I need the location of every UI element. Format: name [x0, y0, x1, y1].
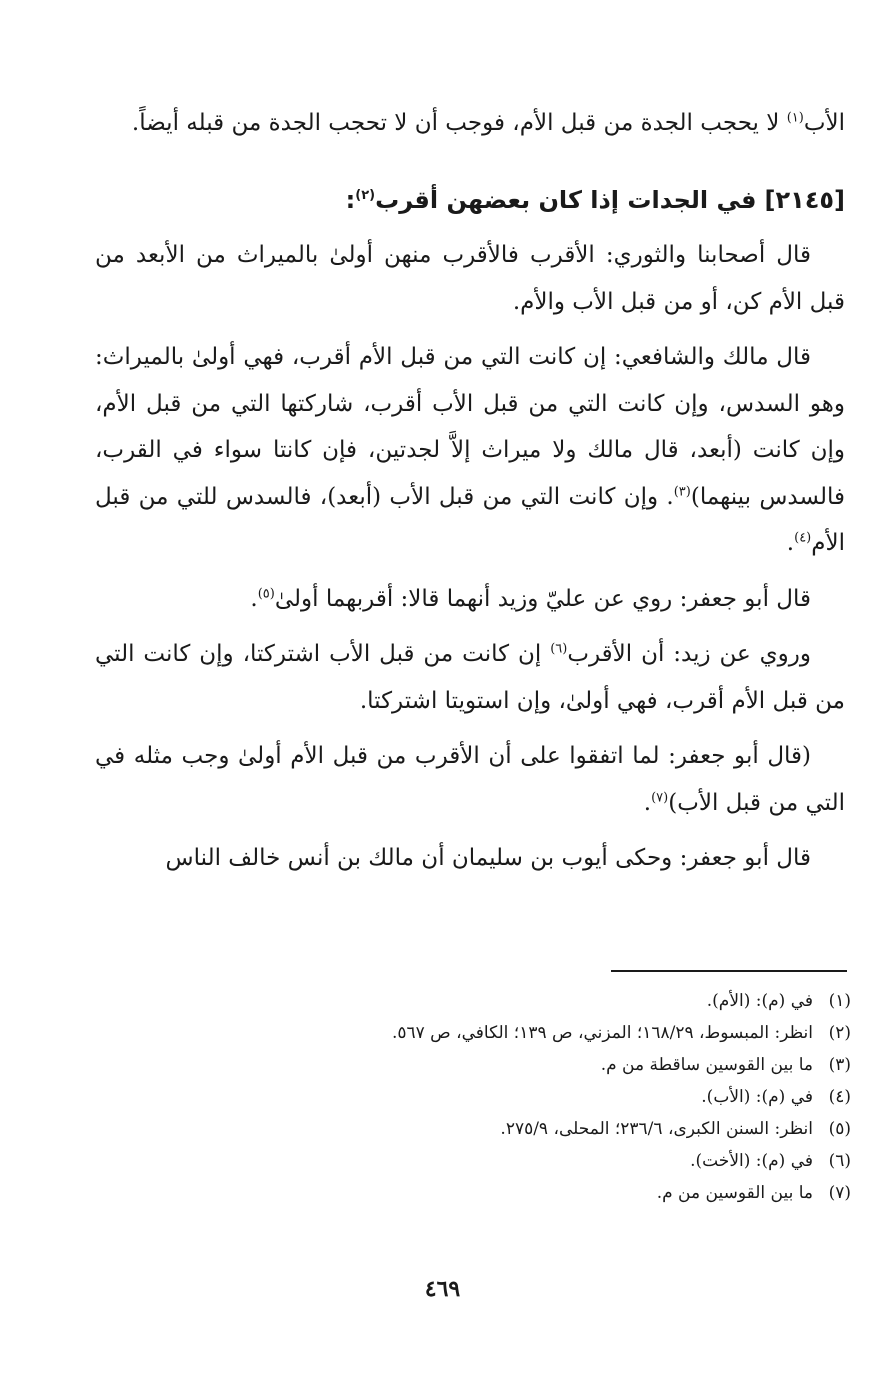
main-text	[95, 100, 845, 891]
footnote-item	[81, 985, 851, 1017]
footnote-number: (٥)	[828, 1119, 851, 1139]
footnote-ref-2: (٢)	[355, 187, 376, 203]
footnote-text: انظر: المبسوط، ١٦٨/٢٩؛ المزني، ص ١٣٩؛ الكافي، ص ٥٦٧.	[391, 1023, 813, 1043]
footnote-text: في (م): (الأخت).	[690, 1151, 813, 1171]
footnote-number: (٤)	[828, 1087, 851, 1107]
footnote-ref-4: (٤)	[794, 530, 812, 546]
footnote-item	[81, 1113, 851, 1145]
footnote-item	[81, 1081, 851, 1113]
footnote-number: (٧)	[828, 1183, 851, 1203]
footnote-text: ما بين القوسين من م.	[656, 1183, 813, 1203]
footnote-text: انظر: السنن الكبرى، ٢٣٦/٦؛ المحلى، ٢٧٥/٩.	[500, 1119, 813, 1139]
footnote-number: (٦)	[828, 1151, 851, 1171]
paragraph: (قال أبو جعفر: لما اتفقوا على أن الأقرب من قبل الأم أولىٰ وجب مثله في التي من قبل الأب)$^{(٧)}$.	[95, 743, 845, 816]
footnote-item	[81, 1177, 851, 1209]
paragraph: قال أبو جعفر: روي عن عليّ وزيد أنهما قالا: أقربهما أولىٰ$^{(٥)}$.	[250, 585, 811, 612]
footnote-separator	[611, 970, 847, 972]
section-heading: [٢١٤٥]في الجدات إذا كان بعضهن أقرب$^{(٢)}$:	[345, 185, 845, 214]
footnote-ref-3: (٣)	[673, 483, 691, 499]
footnote-number: (٣)	[828, 1055, 851, 1075]
footnote-ref-5: (٥)	[257, 585, 275, 601]
page-number: ٤٦٩	[424, 1276, 461, 1302]
section-number: [٢١٤٥]	[764, 185, 845, 214]
footnote-number: (١)	[828, 991, 851, 1011]
paragraph-continuation: الأب$^{(١)}$ لا يحجب الجدة من قبل الأم، فوجب أن لا تحجب الجدة من قبله أيضاً.	[131, 110, 845, 136]
paragraph: وروي عن زيد: أن الأقرب$^{(٦)}$ إن كانت من قبل الأب اشتركتا، وإن كانت التي من قبل الأم أقرب، فهي أولىٰ، وإن استويتا اشتركتا.	[95, 641, 845, 714]
footnote-item	[81, 1017, 851, 1049]
footnote-item	[81, 1049, 851, 1081]
footnote-text: في (م): (الأم).	[706, 991, 813, 1011]
footnote-ref-7: (٧)	[651, 789, 669, 805]
footnote-text: ما بين القوسين ساقطة من م.	[600, 1055, 813, 1075]
footnote-ref-1: (١)	[786, 110, 804, 126]
footnote-number: (٢)	[828, 1023, 851, 1043]
paragraph: قال أبو جعفر: وحكى أيوب بن سليمان أن مالك بن أنس خالف الناس	[165, 845, 811, 871]
footnotes	[81, 985, 851, 1209]
footnote-text: في (م): (الأب).	[701, 1087, 813, 1107]
paragraph: قال مالك والشافعي: إن كانت التي من قبل الأم أقرب، فهي أولىٰ بالميراث: وهو السدس، وإن كانت التي من قبل الأب أقرب، شاركتها التي من قبل الأم، وإن كانت (أبعد، قال مالك ولا ميراث إلاَّ لجدتين، فإن كانتا سواء في القرب، فالسدس بينهما)$^{(٣)}$. وإن كانت التي من قبل الأب (أبعد)، فالسدس للتي من قبل الأم$^{(٤)}$.	[95, 344, 845, 556]
paragraph: قال أصحابنا والثوري: الأقرب فالأقرب منهن أولىٰ بالميراث من الأبعد من قبل الأم كن، أو من قبل الأب والأم.	[95, 242, 845, 315]
footnote-item	[81, 1145, 851, 1177]
footnote-ref-6: (٦)	[550, 641, 568, 657]
section-title: في الجدات إذا كان بعضهن أقرب	[375, 185, 757, 214]
